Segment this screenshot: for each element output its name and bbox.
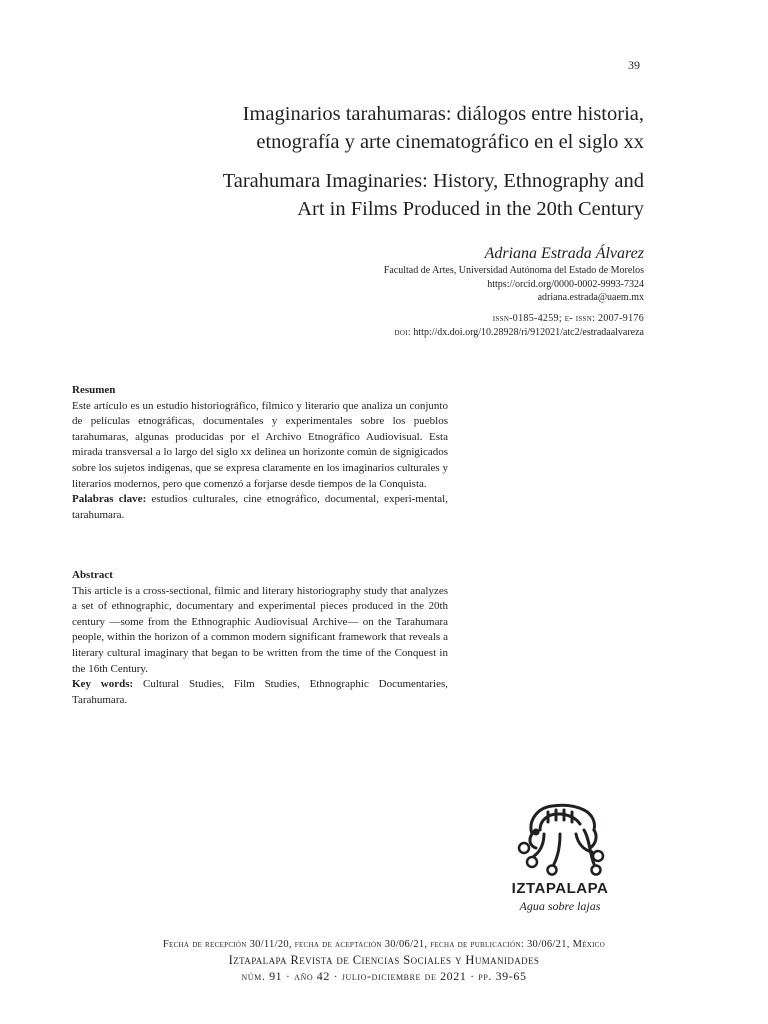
title-spanish-line1: Imaginarios tarahumaras: diálogos entre historia, xyxy=(242,103,644,125)
abstract-keywords-label: Key words: xyxy=(72,678,134,691)
doi-line xyxy=(124,326,644,340)
title-block xyxy=(124,100,644,223)
resumen-keywords xyxy=(72,492,448,523)
abstract-keywords xyxy=(72,677,448,708)
resumen-text: Este artículo es un estudio historiográfico, fílmico y literario que analiza un conjunto de películas etnográficas, documentales y experimentales sobre los pueblos tarahumaras, algunas producidas por el Archivo Etnográfico Audiovisual. Esta mirada transversal a lo largo del siglo xx delinea un horizonte común de signigicados sobre los sujetos indígenas, que se expresa claramente en los imaginarios culturales y literarios modernos, pero que comenzó a forjarse desde tiempos de la Conquista. xyxy=(72,399,448,490)
author-orcid[interactable]: https://orcid.org/0000-0002-9993-7324 xyxy=(487,278,644,290)
identifiers-block xyxy=(124,312,644,340)
abstract-section xyxy=(72,568,448,708)
author-email[interactable]: adriana.estrada@uaem.mx xyxy=(537,292,644,303)
doi-label: doi: xyxy=(394,327,411,338)
author-block xyxy=(124,244,644,305)
title-english xyxy=(124,167,644,223)
issn-line: issn-0185-4259; e- issn: 2007-9176 xyxy=(492,313,644,324)
author-affiliation: Facultad de Artes, Universidad Autónoma del Estado de Morelos xyxy=(383,265,644,276)
doi-link[interactable]: http://dx.doi.org/10.28928/ri/912021/atc2/estradaalvareza xyxy=(410,327,644,338)
logo-name: IZTAPALAPA xyxy=(511,880,609,897)
glyph-logo-icon xyxy=(510,800,610,876)
author-name: Adriana Estrada Álvarez xyxy=(484,245,644,262)
abstract-keywords-text: Cultural Studies, Film Studies, Ethnographic Documentaries, Tarahumara. xyxy=(72,678,449,706)
title-spanish-line2: etnografía y arte cinematográfico en el siglo xx xyxy=(256,131,644,153)
logo-tagline: Agua sobre lajas xyxy=(519,899,601,913)
title-spanish xyxy=(124,100,644,156)
footer-journal: Iztapalapa Revista de Ciencias Sociales y Humanidades xyxy=(228,953,540,967)
footer-dates: Fecha de recepción 30/11/20, fecha de aceptación 30/06/21, fecha de publicación: 30/06/21, México xyxy=(162,939,606,950)
page-number: 39 xyxy=(628,58,640,72)
page-footer xyxy=(0,938,768,984)
resumen-keywords-label: Palabras clave: xyxy=(72,493,147,506)
footer-issue: núm. 91 · año 42 · julio-diciembre de 2021 · pp. 39-65 xyxy=(241,969,527,983)
resumen-keywords-text: estudios culturales, cine etnográfico, documental, experi-mental, tarahumara. xyxy=(72,493,448,521)
abstract-text: This article is a cross-sectional, filmic and literary historiography study that analyzes a set of ethnographic, documentary and experimental pieces produced in the 20th century —some from the Ethnographic Audiovisual Archive— on the Tarahumara people, within the horizon of a common modern significant framework that reveals a literary cultural imaginary that began to be written from the time of the Conquest in the 16th Century. xyxy=(72,584,448,675)
resumen-heading: Resumen xyxy=(72,384,116,396)
abstract-heading: Abstract xyxy=(72,569,113,581)
journal-logo xyxy=(494,800,626,914)
title-english-line2: Art in Films Produced in the 20th Century xyxy=(297,198,644,220)
resumen-section xyxy=(72,383,448,523)
title-english-line1: Tarahumara Imaginaries: History, Ethnography and xyxy=(222,170,644,192)
